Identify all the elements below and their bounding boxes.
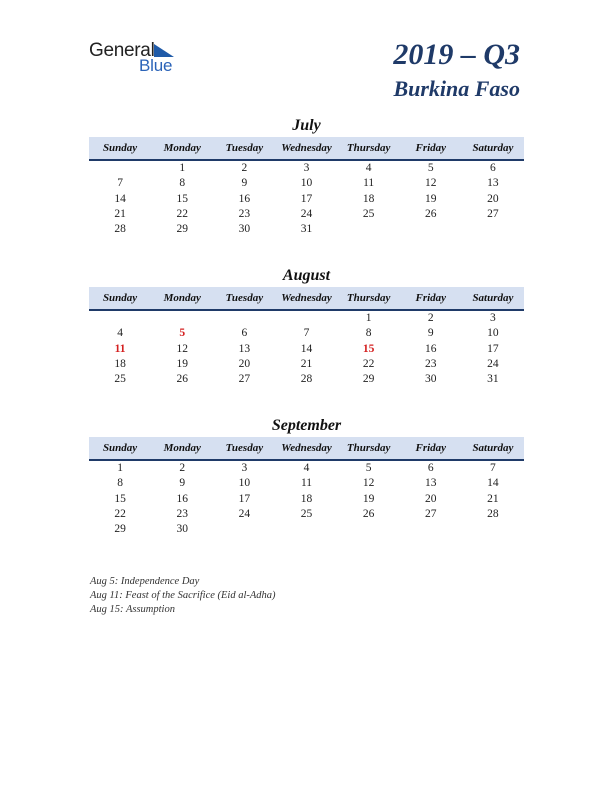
week-row (89, 192, 524, 207)
day-cell: 23 (425, 358, 437, 371)
page-title: 2019 – Q3 (393, 38, 520, 71)
day-cell: 9 (427, 327, 434, 340)
month-block-september (89, 415, 524, 537)
day-cell: 3 (490, 312, 496, 325)
day-cell: 28 (300, 373, 313, 386)
calendar-table (89, 287, 524, 387)
day-cell: 25 (114, 373, 126, 386)
day-cell (151, 310, 213, 326)
day-cell: 2 (179, 462, 186, 475)
day-cell: 26 (425, 208, 437, 221)
day-cell: 31 (300, 223, 313, 236)
day-cell (338, 222, 400, 237)
day-cell: 4 (365, 162, 372, 175)
day-cell: 17 (238, 492, 251, 505)
day-cell: 4 (303, 462, 310, 475)
day-cell: 14 (487, 477, 499, 490)
day-cell: 7 (490, 462, 496, 475)
day-cell: 12 (362, 477, 375, 490)
month-block-august (89, 265, 524, 387)
day-cell: 13 (487, 177, 499, 190)
day-cell: 2 (427, 312, 434, 325)
month-title: September (271, 417, 342, 434)
page-subtitle: Burkina Faso (393, 76, 520, 101)
day-cell: 1 (179, 162, 186, 175)
day-cell: 27 (425, 508, 437, 521)
day-cell: 9 (241, 177, 248, 190)
day-cell: 3 (303, 162, 310, 175)
day-cell: 8 (365, 327, 372, 340)
month-title: August (282, 267, 331, 284)
day-cell: 5 (179, 327, 186, 340)
day-cell: 8 (117, 477, 123, 490)
weekday-header: Thursday (338, 287, 400, 310)
holiday-note: Aug 11: Feast of the Sacrifice (Eid al-Adha) (90, 590, 276, 601)
weekday-header: Wednesday (275, 137, 337, 160)
weekday-header: Friday (400, 137, 462, 160)
holiday-note: Aug 15: Assumption (90, 604, 175, 615)
day-cell: 18 (300, 492, 313, 505)
day-cell: 12 (425, 177, 437, 190)
day-cell: 16 (425, 342, 437, 355)
week-row (89, 160, 524, 176)
day-cell: 19 (362, 492, 375, 505)
holiday-note: Aug 5: Independence Day (90, 576, 200, 587)
week-row (89, 310, 524, 326)
week-row (89, 460, 524, 476)
day-cell: 11 (114, 342, 126, 355)
week-row (89, 207, 524, 222)
day-cell: 27 (238, 373, 251, 386)
weekday-header: Tuesday (213, 137, 275, 160)
weekday-header: Friday (400, 287, 462, 310)
day-cell: 20 (238, 358, 251, 371)
week-row (89, 492, 524, 507)
day-cell: 24 (300, 208, 313, 221)
day-cell: 9 (179, 477, 186, 490)
day-cell (338, 522, 400, 537)
day-cell: 29 (362, 373, 375, 386)
logo-general-text: General (89, 40, 155, 61)
day-cell: 4 (117, 327, 123, 340)
day-cell (89, 310, 151, 326)
holiday-notes (90, 575, 276, 617)
weekday-header: Sunday (89, 287, 151, 310)
day-cell: 7 (117, 177, 123, 190)
day-cell: 23 (176, 508, 188, 521)
day-cell (400, 222, 462, 237)
weekday-header: Saturday (462, 437, 524, 460)
calendar-table (89, 437, 524, 537)
logo-blue-text: Blue (139, 56, 173, 75)
day-cell (462, 222, 524, 237)
day-cell: 11 (300, 477, 313, 490)
weekday-header: Thursday (338, 137, 400, 160)
day-cell: 22 (362, 358, 375, 371)
week-row (89, 507, 524, 522)
day-cell (462, 522, 524, 537)
weekday-header: Sunday (89, 437, 151, 460)
week-row (89, 222, 524, 237)
weekday-header: Thursday (338, 437, 400, 460)
day-cell (275, 522, 337, 537)
day-cell: 5 (365, 462, 372, 475)
week-row (89, 476, 524, 491)
day-cell: 30 (176, 523, 188, 536)
day-cell: 15 (114, 492, 126, 505)
day-cell: 10 (487, 327, 499, 340)
day-cell: 22 (114, 508, 126, 521)
day-cell: 16 (176, 492, 188, 505)
day-cell: 14 (114, 192, 126, 205)
day-cell: 10 (300, 177, 313, 190)
day-cell: 19 (176, 358, 188, 371)
day-cell: 1 (117, 462, 123, 475)
day-cell: 31 (487, 373, 499, 386)
month-block-july (89, 115, 524, 237)
month-title: July (292, 117, 321, 134)
day-cell: 27 (487, 208, 499, 221)
day-cell: 13 (238, 342, 251, 355)
day-cell: 19 (425, 192, 437, 205)
day-cell: 18 (362, 192, 375, 205)
day-cell: 22 (176, 208, 188, 221)
day-cell: 25 (362, 208, 375, 221)
day-cell: 24 (238, 508, 251, 521)
weekday-header: Monday (151, 137, 213, 160)
day-cell: 21 (487, 492, 499, 505)
day-cell: 11 (363, 177, 375, 190)
week-row (89, 357, 524, 372)
day-cell: 6 (490, 162, 496, 175)
day-cell: 26 (362, 508, 375, 521)
day-cell: 23 (238, 208, 251, 221)
day-cell: 2 (241, 162, 248, 175)
day-cell: 12 (176, 342, 188, 355)
day-cell: 20 (425, 492, 437, 505)
day-cell: 7 (303, 327, 310, 340)
weekday-header: Wednesday (275, 437, 337, 460)
weekday-header: Sunday (89, 137, 151, 160)
day-cell: 6 (241, 327, 248, 340)
day-cell: 28 (114, 223, 126, 236)
day-cell: 21 (114, 208, 126, 221)
day-cell: 1 (365, 312, 372, 325)
day-cell: 16 (238, 192, 251, 205)
day-cell: 3 (241, 462, 248, 475)
week-row (89, 326, 524, 341)
day-cell: 21 (300, 358, 313, 371)
day-cell: 20 (487, 192, 499, 205)
day-cell: 17 (300, 192, 313, 205)
day-cell: 30 (425, 373, 437, 386)
weekday-header: Wednesday (275, 287, 337, 310)
week-row (89, 342, 524, 357)
day-cell: 8 (179, 177, 186, 190)
day-cell: 10 (238, 477, 251, 490)
day-cell: 15 (176, 192, 188, 205)
day-cell: 29 (114, 523, 126, 536)
weekday-header: Saturday (462, 137, 524, 160)
weekday-header: Tuesday (213, 437, 275, 460)
day-cell (89, 160, 151, 176)
week-row (89, 522, 524, 537)
week-row (89, 372, 524, 387)
weekday-header: Monday (151, 437, 213, 460)
weekday-header: Tuesday (213, 287, 275, 310)
weekday-header: Friday (400, 437, 462, 460)
calendar-table (89, 137, 524, 237)
day-cell: 18 (114, 358, 126, 371)
weekday-header: Monday (151, 287, 213, 310)
day-cell: 15 (362, 342, 375, 355)
day-cell: 5 (427, 162, 434, 175)
day-cell: 29 (176, 223, 188, 236)
day-cell (275, 310, 337, 326)
day-cell: 30 (238, 223, 251, 236)
brand-logo (89, 40, 189, 76)
day-cell: 13 (425, 477, 437, 490)
day-cell: 28 (487, 508, 499, 521)
weekday-header: Saturday (462, 287, 524, 310)
day-cell: 26 (176, 373, 188, 386)
day-cell: 24 (487, 358, 499, 371)
day-cell (400, 522, 462, 537)
day-cell: 14 (300, 342, 313, 355)
day-cell: 25 (300, 508, 313, 521)
day-cell: 6 (427, 462, 434, 475)
day-cell (213, 522, 275, 537)
day-cell: 17 (487, 342, 499, 355)
week-row (89, 176, 524, 191)
day-cell (213, 310, 275, 326)
